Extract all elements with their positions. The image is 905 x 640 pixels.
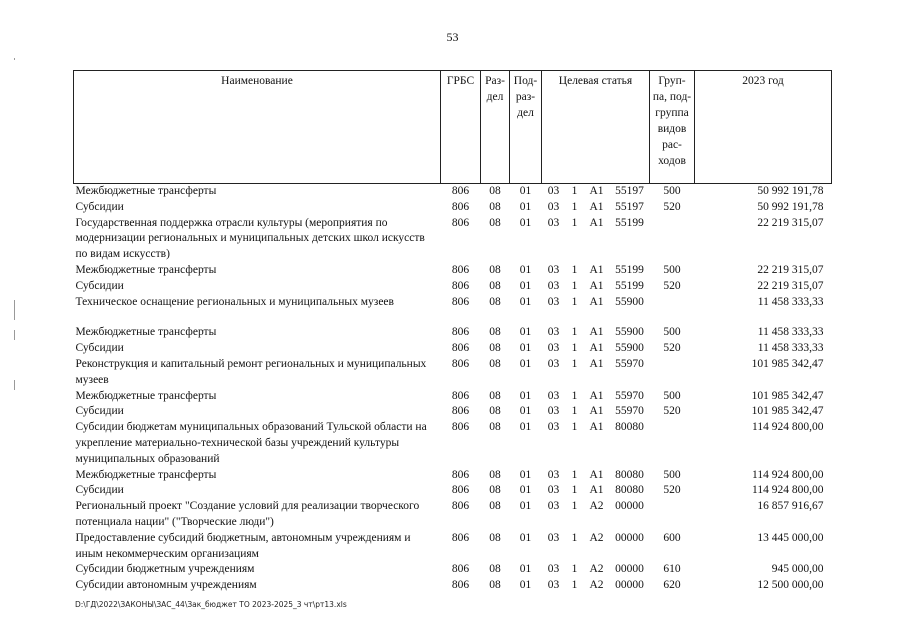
row-podrazdel: 01 [519, 531, 532, 544]
row-razdel: 08 [489, 263, 501, 276]
row-podrazdel: 01 [519, 579, 532, 592]
header-podrazdel [510, 71, 542, 184]
row-expense-type: 500 [663, 263, 681, 276]
row-target-subprogram: 1 [571, 342, 578, 355]
row-expense-type: 600 [663, 531, 681, 544]
row-target-subprogram: 1 [571, 421, 578, 434]
row-razdel: 08 [489, 484, 501, 497]
row-target-subprogram: 1 [571, 405, 578, 418]
page-number: 53 [446, 30, 459, 44]
row-target-subprogram: 1 [571, 389, 578, 402]
row-podrazdel: 01 [519, 468, 532, 481]
row-target-project: A1 [589, 484, 604, 497]
row-target-subprogram: 1 [571, 279, 578, 292]
row-target-program: 03 [547, 263, 560, 276]
row-target-program: 03 [547, 295, 560, 308]
row-razdel: 08 [489, 216, 501, 229]
row-grbs: 806 [451, 421, 470, 434]
row-target-program: 03 [547, 200, 560, 213]
table-body [74, 184, 832, 594]
row-name: Техническое оснащение региональных и муниципальных музеев [75, 295, 394, 308]
row-target-direction: 55970 [615, 405, 644, 418]
row-target-project: A1 [589, 389, 604, 402]
row-name: Межбюджетные трансферты [75, 468, 217, 481]
row-target-direction: 55900 [615, 295, 644, 308]
row-target-direction: 00000 [615, 531, 644, 544]
row-target-direction: 55199 [615, 263, 644, 276]
row-razdel: 08 [489, 279, 501, 292]
table-row [74, 325, 832, 341]
row-target-project: A1 [589, 326, 604, 339]
row-razdel: 08 [489, 421, 501, 434]
row-target-project: A1 [589, 263, 604, 276]
header-gruppa-line: рас- [662, 139, 682, 151]
row-target-program: 03 [547, 326, 560, 339]
row-razdel: 08 [489, 295, 501, 308]
row-podrazdel: 01 [519, 563, 532, 576]
margin-mark [14, 58, 15, 60]
row-amount: 16 857 916,67 [757, 500, 824, 513]
row-name: Субсидии [75, 279, 124, 292]
row-target-direction: 55900 [615, 326, 644, 339]
table-row [74, 295, 832, 311]
row-razdel: 08 [489, 579, 501, 592]
row-razdel: 08 [489, 405, 501, 418]
header-podrazdel-line: Под- [513, 75, 538, 87]
table-row [74, 531, 832, 563]
row-expense-type [650, 357, 695, 389]
header-podrazdel-line: дел [517, 107, 534, 119]
row-razdel: 08 [489, 200, 501, 213]
row-podrazdel: 01 [519, 185, 532, 197]
row-target-project: A1 [589, 421, 604, 434]
row-target-subprogram: 1 [571, 563, 578, 576]
row-grbs: 806 [451, 563, 470, 576]
row-amount: 50 992 191,78 [757, 185, 824, 197]
row-expense-type: 500 [663, 468, 681, 481]
row-target-subprogram: 1 [571, 326, 578, 339]
row-amount: 101 985 342,47 [751, 389, 824, 402]
table-row [74, 389, 832, 405]
row-target-project: A1 [589, 342, 604, 355]
row-target-subprogram: 1 [571, 295, 578, 308]
row-target-direction: 55970 [615, 357, 644, 370]
margin-mark [14, 330, 15, 340]
row-name: Субсидии бюджетным учреждениям [75, 563, 255, 576]
row-target-direction: 80080 [615, 484, 644, 497]
table-row [74, 184, 832, 200]
row-target-direction: 00000 [615, 563, 644, 576]
row-name: Межбюджетные трансферты [75, 389, 217, 402]
row-amount: 114 924 800,00 [752, 421, 824, 434]
row-podrazdel: 01 [519, 295, 532, 308]
row-expense-type: 620 [663, 579, 681, 592]
header-razdel [481, 71, 510, 184]
table-row [74, 341, 832, 357]
row-name: Предоставление субсидий бюджетным, автономным учреждениям и иным некоммерческим организациям [75, 531, 411, 560]
row-target-subprogram: 1 [571, 484, 578, 497]
file-path-footer: D:\ГД\2022\ЗАКОНЫ\ЗАС_44\Зак_бюджет ТО 2023-2025_3 чт\рт13.xls [75, 600, 347, 609]
header-celevaya: Целевая статья [542, 71, 650, 184]
row-target-subprogram: 1 [571, 216, 578, 229]
row-target-direction: 55197 [615, 185, 644, 197]
row-name: Субсидии [75, 342, 124, 355]
header-gruppa-line: ходов [658, 155, 686, 167]
row-target-direction: 55197 [615, 200, 644, 213]
header-gruppa-line: па, под- [652, 91, 692, 103]
row-target-project: A2 [589, 500, 604, 513]
row-podrazdel: 01 [519, 279, 532, 292]
row-target-program: 03 [547, 357, 560, 370]
row-target-program: 03 [547, 342, 560, 355]
row-razdel: 08 [489, 342, 501, 355]
row-amount: 945 000,00 [771, 563, 824, 576]
table-row [74, 263, 832, 279]
row-podrazdel: 01 [519, 421, 532, 434]
row-name: Субсидии [75, 200, 124, 213]
row-amount: 11 458 333,33 [757, 342, 824, 355]
row-target-subprogram: 1 [571, 200, 578, 213]
header-year: 2023 год [695, 71, 832, 184]
row-razdel: 08 [489, 563, 501, 576]
row-podrazdel: 01 [519, 389, 532, 402]
row-podrazdel: 01 [519, 484, 532, 497]
table-row [74, 468, 832, 484]
row-grbs: 806 [451, 279, 470, 292]
row-expense-type: 500 [663, 326, 681, 339]
row-name: Межбюджетные трансферты [75, 263, 217, 276]
row-grbs: 806 [451, 484, 470, 497]
row-amount: 114 924 800,00 [752, 468, 824, 481]
row-amount: 22 219 315,07 [757, 216, 824, 229]
margin-mark [14, 380, 15, 390]
row-name: Субсидии бюджетам муниципальных образований Тульской области на укрепление материально-технической базы учреждений культуры муниципальных образований [75, 421, 427, 465]
row-grbs: 806 [451, 468, 470, 481]
row-name: Субсидии автономным учреждениям [75, 579, 257, 592]
row-name: Межбюджетные трансферты [75, 326, 217, 339]
row-amount: 101 985 342,47 [751, 357, 824, 370]
table-header-row [74, 71, 832, 184]
row-grbs: 806 [451, 216, 470, 229]
row-target-direction: 80080 [615, 421, 644, 434]
row-name: Субсидии [75, 484, 124, 497]
row-target-program: 03 [547, 185, 560, 197]
row-expense-type: 520 [663, 200, 681, 213]
row-target-project: A1 [589, 468, 604, 481]
table-row [74, 578, 832, 594]
row-podrazdel: 01 [519, 200, 532, 213]
row-razdel: 08 [489, 357, 501, 370]
row-name: Региональный проект "Создание условий для реализации творческого потенциала нации" ("Творческие люди") [75, 500, 420, 528]
row-amount: 13 445 000,00 [757, 531, 824, 544]
row-podrazdel: 01 [519, 500, 532, 513]
row-razdel: 08 [489, 531, 501, 544]
row-target-subprogram: 1 [571, 185, 578, 197]
row-razdel: 08 [489, 326, 501, 339]
row-spacer-cell [74, 310, 832, 325]
row-target-direction: 55970 [615, 389, 644, 402]
row-amount: 11 458 333,33 [757, 326, 824, 339]
header-gruppa [650, 71, 695, 184]
row-grbs: 806 [451, 342, 470, 355]
row-amount: 22 219 315,07 [757, 263, 824, 276]
table-row [74, 562, 832, 578]
row-grbs: 806 [451, 405, 470, 418]
row-podrazdel: 01 [519, 216, 532, 229]
row-expense-type [650, 420, 695, 467]
table-row [74, 499, 832, 531]
row-expense-type: 520 [663, 405, 681, 418]
row-target-program: 03 [547, 468, 560, 481]
row-grbs: 806 [451, 263, 470, 276]
table-row [74, 279, 832, 295]
row-target-project: A1 [589, 279, 604, 292]
row-target-direction: 00000 [615, 579, 644, 592]
row-target-program: 03 [547, 216, 560, 229]
row-name: Межбюджетные трансферты [75, 185, 217, 197]
header-gruppa-line: группа [655, 107, 689, 119]
row-grbs: 806 [451, 185, 470, 197]
row-razdel: 08 [489, 185, 501, 197]
row-expense-type: 610 [663, 563, 681, 576]
row-target-program: 03 [547, 500, 560, 513]
row-expense-type: 500 [663, 389, 681, 402]
row-podrazdel: 01 [519, 357, 532, 370]
header-gruppa-line: Груп- [658, 75, 686, 87]
row-expense-type [650, 499, 695, 531]
row-grbs: 806 [451, 389, 470, 402]
row-target-subprogram: 1 [571, 500, 578, 513]
row-name: Реконструкция и капитальный ремонт региональных и муниципальных музеев [75, 357, 427, 386]
row-amount: 12 500 000,00 [757, 579, 824, 592]
row-spacer [74, 310, 832, 325]
row-podrazdel: 01 [519, 342, 532, 355]
row-podrazdel: 01 [519, 405, 532, 418]
header-gruppa-line: видов [657, 123, 687, 135]
row-target-program: 03 [547, 421, 560, 434]
row-grbs: 806 [451, 326, 470, 339]
row-amount: 114 924 800,00 [752, 484, 824, 497]
row-target-program: 03 [547, 531, 560, 544]
table-row [74, 404, 832, 420]
row-target-subprogram: 1 [571, 357, 578, 370]
row-target-project: A1 [589, 357, 604, 370]
row-razdel: 08 [489, 389, 501, 402]
row-target-subprogram: 1 [571, 531, 578, 544]
row-target-program: 03 [547, 484, 560, 497]
header-name: Наименование [74, 71, 441, 184]
row-target-direction: 55199 [615, 279, 644, 292]
row-target-project: A1 [589, 200, 604, 213]
row-target-project: A1 [589, 295, 604, 308]
row-grbs: 806 [451, 295, 470, 308]
row-target-program: 03 [547, 563, 560, 576]
row-expense-type: 520 [663, 484, 681, 497]
row-expense-type [650, 216, 695, 263]
row-razdel: 08 [489, 468, 501, 481]
row-target-subprogram: 1 [571, 263, 578, 276]
row-expense-type: 500 [663, 185, 681, 197]
margin-mark [14, 300, 15, 320]
table-row [74, 420, 832, 467]
row-target-subprogram: 1 [571, 468, 578, 481]
row-grbs: 806 [451, 200, 470, 213]
row-amount: 101 985 342,47 [751, 405, 824, 418]
row-amount: 22 219 315,07 [757, 279, 824, 292]
row-target-direction: 00000 [615, 500, 644, 513]
row-target-program: 03 [547, 389, 560, 402]
row-expense-type: 520 [663, 279, 681, 292]
row-target-project: A2 [589, 579, 604, 592]
row-target-project: A1 [589, 216, 604, 229]
row-target-project: A1 [589, 185, 604, 197]
row-target-program: 03 [547, 579, 560, 592]
row-grbs: 806 [451, 531, 470, 544]
row-grbs: 806 [451, 500, 470, 513]
row-target-program: 03 [547, 279, 560, 292]
header-grbs: ГРБС [441, 71, 481, 184]
row-expense-type [650, 295, 695, 311]
row-razdel: 08 [489, 500, 501, 513]
table-row [74, 200, 832, 216]
row-expense-type: 520 [663, 342, 681, 355]
table-row [74, 216, 832, 263]
row-name: Субсидии [75, 405, 124, 418]
table-row [74, 357, 832, 389]
row-podrazdel: 01 [519, 263, 532, 276]
row-amount: 50 992 191,78 [757, 200, 824, 213]
table-row [74, 483, 832, 499]
header-razdel-line: Раз- [485, 75, 505, 87]
row-name: Государственная поддержка отрасли культуры (мероприятия по модернизации региональных и муниципальных детских школ искусств по видам искусств) [75, 216, 425, 261]
row-target-project: A2 [589, 563, 604, 576]
row-target-direction: 55900 [615, 342, 644, 355]
budget-table [73, 70, 832, 594]
row-target-direction: 55199 [615, 216, 644, 229]
row-grbs: 806 [451, 579, 470, 592]
row-podrazdel: 01 [519, 326, 532, 339]
row-target-project: A1 [589, 405, 604, 418]
row-grbs: 806 [451, 357, 470, 370]
row-target-direction: 80080 [615, 468, 644, 481]
row-target-program: 03 [547, 405, 560, 418]
header-razdel-line: дел [486, 91, 504, 103]
row-target-project: A2 [589, 531, 604, 544]
header-podrazdel-line: раз- [515, 91, 536, 103]
row-target-subprogram: 1 [571, 579, 578, 592]
row-amount: 11 458 333,33 [757, 295, 824, 308]
